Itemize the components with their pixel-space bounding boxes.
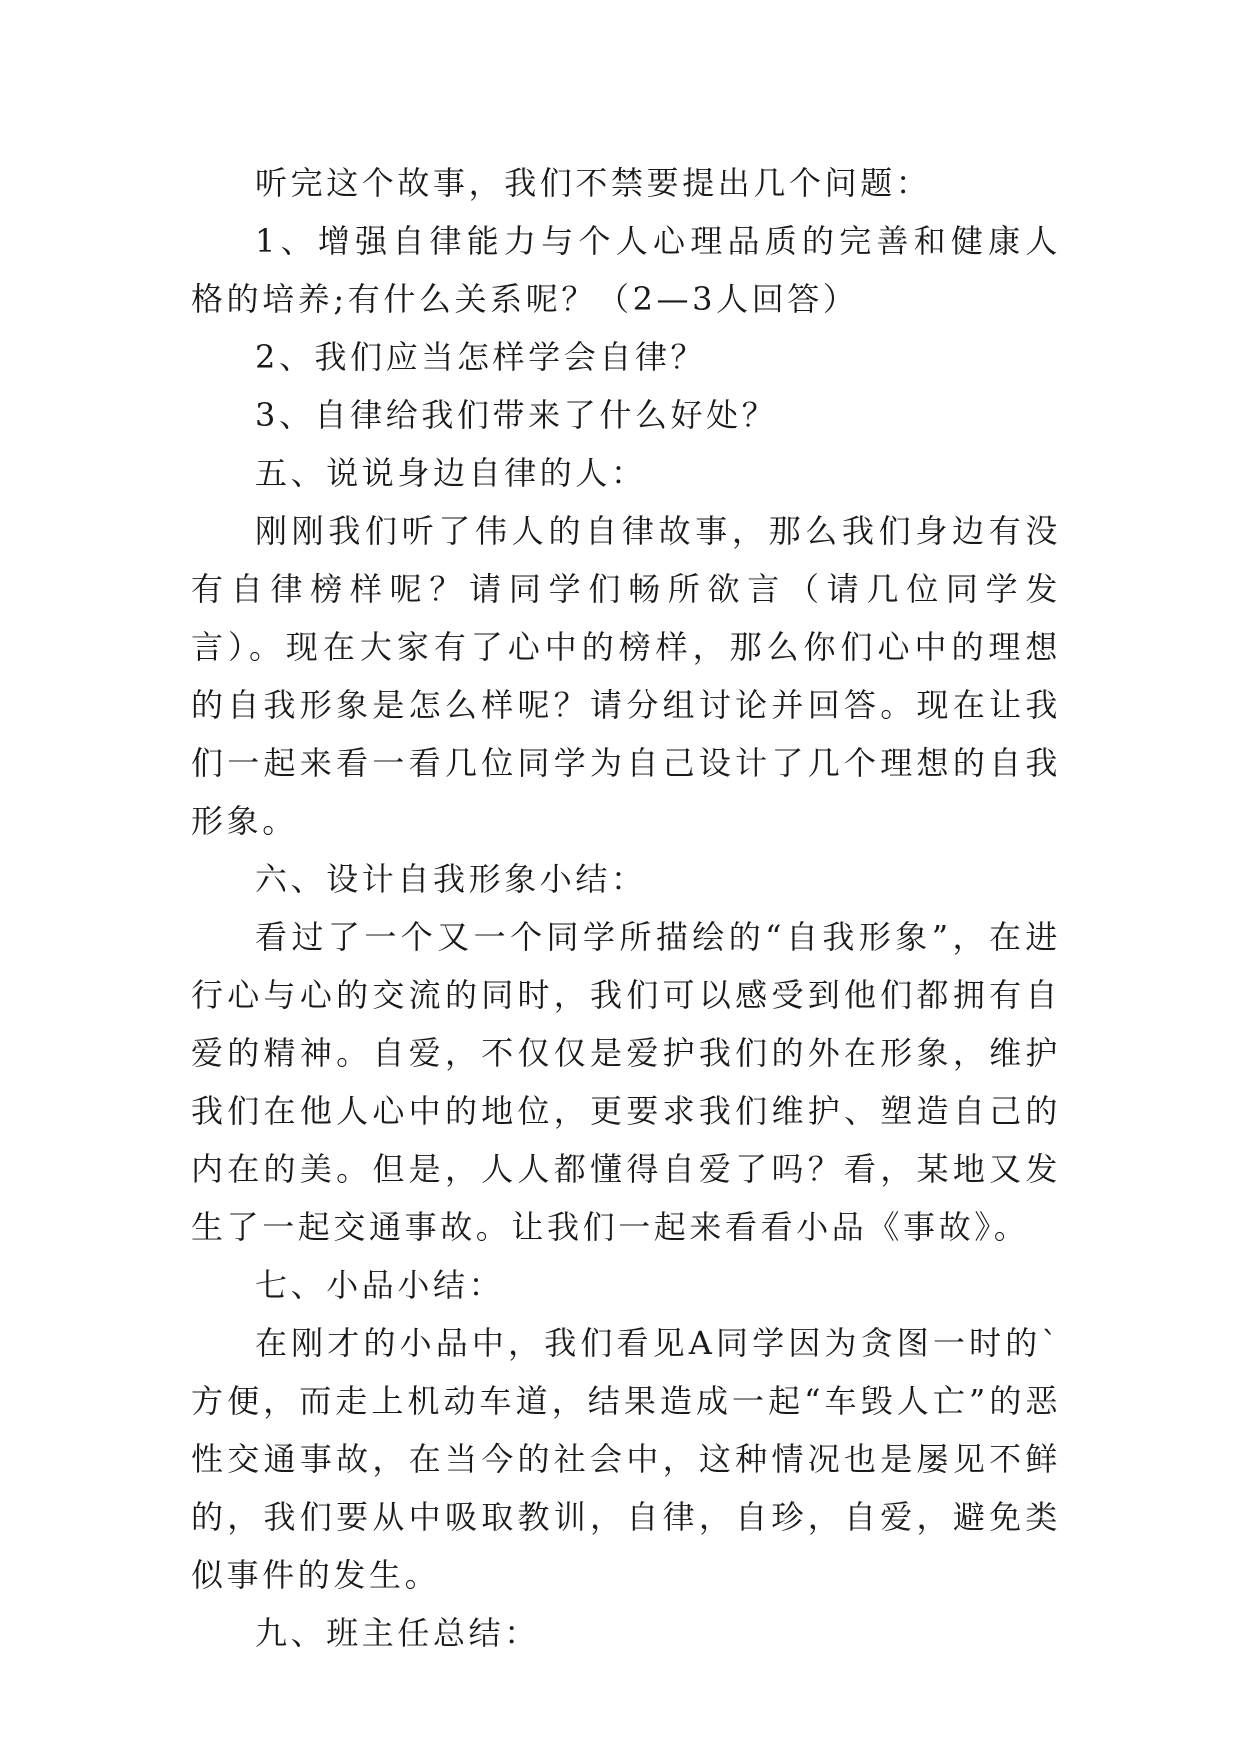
section-heading-6: 六、设计自我形象小结：: [255, 860, 647, 898]
question-3: 3、自律给我们带来了什么好处？: [255, 396, 778, 434]
question-1: 1、增强自律能力与个人心理品质的完善和健康人格的培养;有什么关系呢？（2—3人回答）: [191, 222, 1061, 318]
question-2: 2、我们应当怎样学会自律？: [255, 338, 707, 376]
section-5-paragraph: 刚刚我们听了伟人的自律故事，那么我们身边有没有自律榜样呢？请同学们畅所欲言（请几位同学发言）。现在大家有了心中的榜样，那么你们心中的理想的自我形象是怎么样呢？请分组讨论并回答。现在让我们一起来看一看几位同学为自己设计了几个理想的自我形象。: [191, 512, 1061, 840]
section-heading-7: 七、小品小结：: [255, 1266, 505, 1304]
section-heading-5: 五、说说身边自律的人：: [255, 454, 647, 492]
intro-paragraph: 听完这个故事，我们不禁要提出几个问题：: [255, 164, 932, 202]
document-body: [191, 154, 1061, 1662]
section-6-paragraph: 看过了一个又一个同学所描绘的“自我形象”，在进行心与心的交流的同时，我们可以感受到他们都拥有自爱的精神。自爱，不仅仅是爱护我们的外在形象，维护我们在他人心中的地位，更要求我们维护、塑造自己的内在的美。但是，人人都懂得自爱了吗？看，某地又发生了一起交通事故。让我们一起来看看小品《事故》。: [191, 918, 1061, 1246]
section-7-paragraph: 在刚才的小品中，我们看见A同学因为贪图一时的`方便，而走上机动车道，结果造成一起“车毁人亡”的恶性交通事故，在当今的社会中，这种情况也是屡见不鲜的，我们要从中吸取教训，自律，自珍，自爱，避免类似事件的发生。: [191, 1324, 1061, 1594]
section-heading-9: 九、班主任总结：: [255, 1614, 540, 1652]
